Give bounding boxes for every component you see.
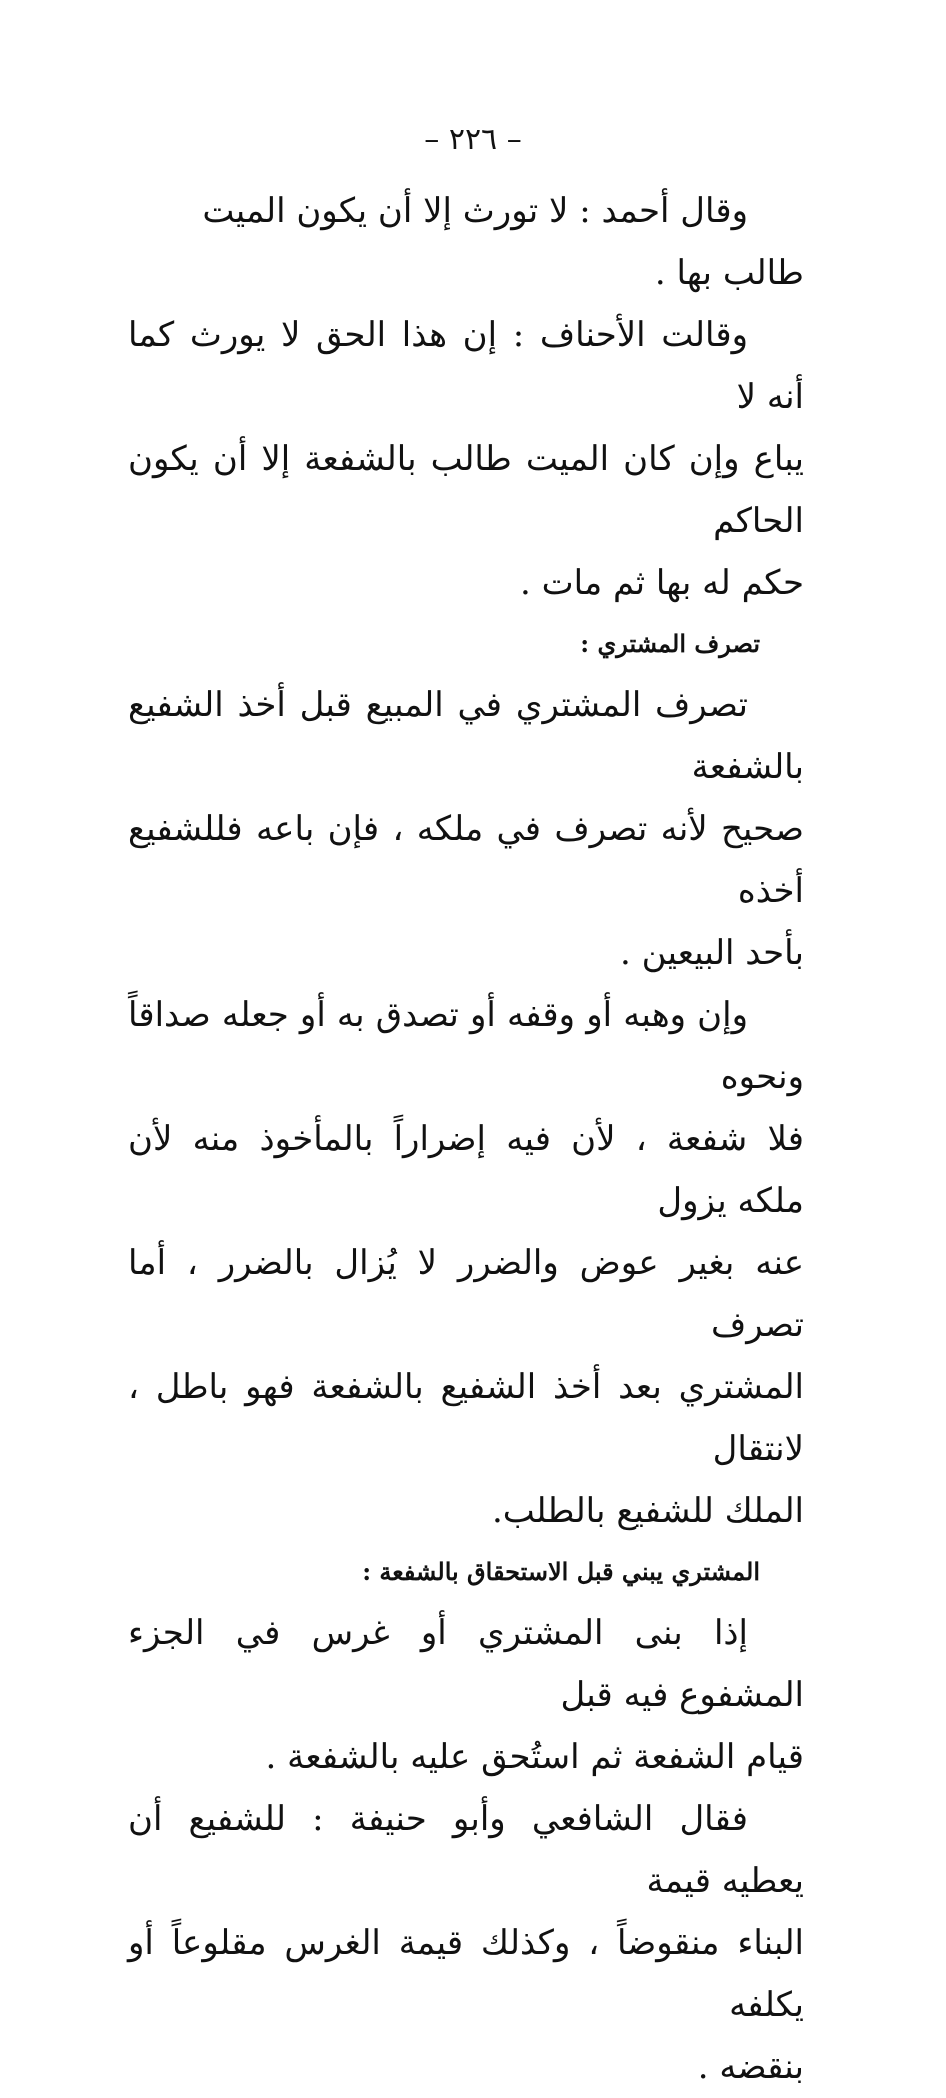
paragraph-disposal — [128, 674, 804, 984]
text-line: فلا شفعة ، لأن فيه إضراراً بالمأخوذ منه لأن ملكه يزول — [128, 1119, 804, 1221]
section-heading-buyer-disposal: تصرف المشتري : — [580, 629, 760, 658]
paragraph-ahnaf — [128, 304, 804, 614]
paragraph-building — [128, 1602, 804, 1788]
text-line: المشتري بعد أخذ الشفيع بالشفعة فهو باطل ، لانتقال — [128, 1367, 804, 1469]
page-number: – ٢٢٦ – — [424, 122, 522, 157]
text-line: البناء منقوضاً ، وكذلك قيمة الغرس مقلوعاً أو يكلفه — [128, 1923, 804, 2025]
text-line: صحيح لأنه تصرف في ملكه ، فإن باعه فللشفيع أخذه — [128, 809, 804, 911]
text-line: الملك للشفيع بالطلب. — [491, 1491, 804, 1531]
section-heading-buyer-builds: المشتري يبني قبل الاستحقاق بالشفعة : — [362, 1557, 760, 1586]
text-line: تصرف المشتري في المبيع قبل أخذ الشفيع بالشفعة — [128, 685, 804, 787]
text-line: فقال الشافعي وأبو حنيفة : للشفيع أن يعطيه قيمة — [128, 1799, 804, 1901]
text-line: وقال أحمد : لا تورث إلا أن يكون الميت طالب بها . — [202, 191, 804, 293]
paragraph-gift — [128, 984, 804, 1542]
paragraph-ahmad — [128, 180, 804, 304]
text-line: بأحد البيعين . — [620, 933, 804, 973]
text-line: وقالت الأحناف : إن هذا الحق لا يورث كما أنه لا — [128, 315, 804, 417]
text-line: عنه بغير عوض والضرر لا يُزال بالضرر ، أما تصرف — [128, 1243, 804, 1345]
text-line: وإن وهبه أو وقفه أو تصدق به أو جعله صداقاً ونحوه — [128, 995, 804, 1097]
paragraph-shafii — [128, 1788, 804, 2098]
text-line: يباع وإن كان الميت طالب بالشفعة إلا أن يكون الحاكم — [128, 439, 804, 541]
body-text — [128, 180, 804, 2098]
text-line: حكم له بها ثم مات . — [519, 563, 804, 603]
text-line: إذا بنى المشتري أو غرس في الجزء المشفوع فيه قبل — [128, 1613, 804, 1715]
text-line: قيام الشفعة ثم استُحق عليه بالشفعة . — [265, 1737, 804, 1777]
text-line: بنقضه . — [697, 2047, 804, 2087]
